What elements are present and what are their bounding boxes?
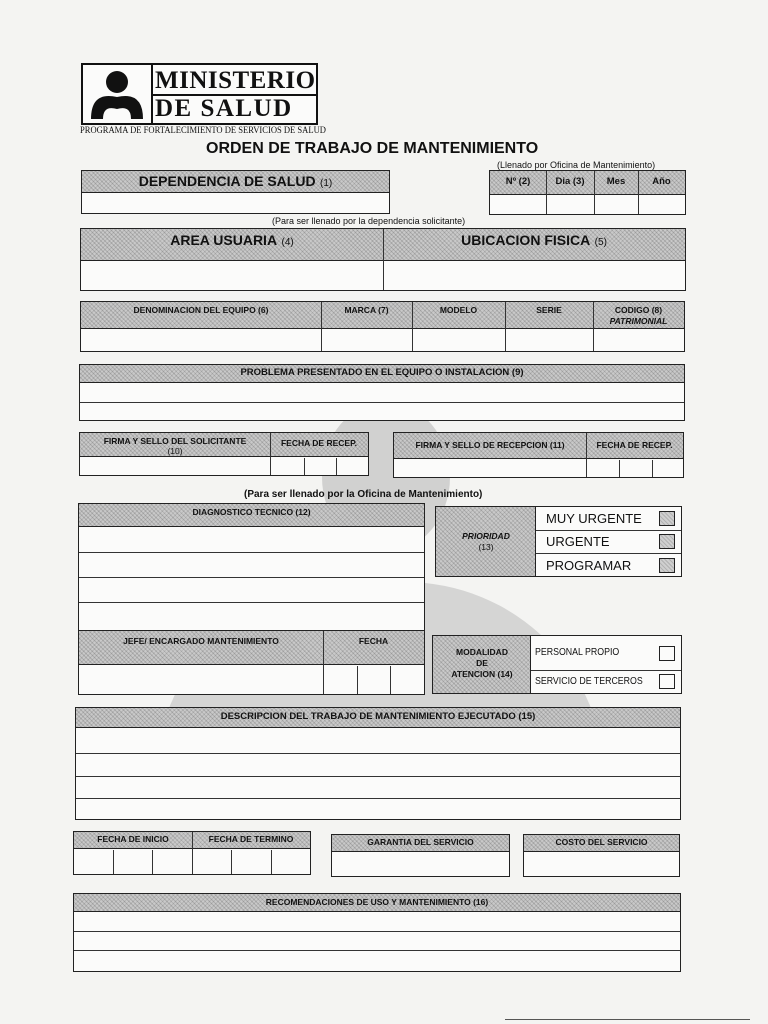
date-number-field[interactable]	[490, 196, 685, 214]
descripcion-box	[75, 707, 681, 820]
patrimonial-label: PATRIMONIAL	[609, 316, 668, 326]
firma-recepcion-label: FIRMA Y SELLO DE RECEPCION (11)	[415, 440, 565, 450]
prioridad-num: (13)	[478, 542, 494, 552]
ubicacion-label: UBICACION FISICA	[461, 232, 591, 248]
equipo-field[interactable]	[81, 330, 684, 351]
diagnostico-label: DIAGNOSTICO TECNICO (12)	[79, 504, 424, 527]
jefe-field[interactable]	[79, 666, 323, 694]
bottom-edge-line	[505, 1019, 750, 1020]
modalidad-personal-checkbox[interactable]	[659, 646, 675, 661]
firma-recepcion-field[interactable]	[394, 460, 586, 477]
descripcion-field[interactable]	[76, 729, 680, 819]
costo-box	[523, 834, 680, 877]
descripcion-label: DESCRIPCION DEL TRABAJO DE MANTENIMIENTO EJECUTADO (15)	[76, 708, 680, 728]
note-requesting: (Para ser llenado por la dependencia solicitante)	[272, 216, 466, 226]
equipo-box	[80, 301, 685, 352]
dependencia-box	[81, 170, 390, 214]
modalidad-box	[432, 635, 682, 694]
prioridad-label: PRIORIDAD	[462, 531, 510, 541]
ubicacion-field[interactable]	[384, 262, 685, 290]
dia-label: Dia (3)	[555, 176, 585, 187]
firma-solicitante-field[interactable]	[80, 458, 270, 475]
mes-label: Mes	[606, 176, 626, 187]
ministry-logo	[81, 63, 318, 125]
garantia-field[interactable]	[332, 853, 509, 876]
program-name: PROGRAMA DE FORTALECIMIENTO DE SERVICIOS DE SALUD	[80, 126, 326, 136]
ubicacion-num: (5)	[594, 237, 607, 248]
area-label: AREA USUARIA	[170, 232, 278, 248]
diagnostico-box	[78, 503, 425, 695]
date-number-box	[489, 170, 686, 215]
problema-box	[79, 364, 685, 421]
fechas-box	[73, 831, 311, 875]
jefe-fecha-label: FECHA	[358, 636, 389, 646]
logo-emblem-icon	[87, 67, 147, 123]
modalidad-personal-label: PERSONAL PROPIO	[535, 647, 620, 658]
form-title: ORDEN DE TRABAJO DE MANTENIMIENTO	[206, 140, 539, 157]
logo-line-2: DE SALUD	[155, 95, 293, 122]
firma-solicitante-box	[79, 432, 369, 476]
note-office-mid: (Para ser llenado por la Oficina de Mantenimiento)	[244, 489, 483, 500]
garantia-label: GARANTIA DEL SERVICIO	[332, 835, 509, 852]
jefe-label: JEFE/ ENCARGADO MANTENIMIENTO	[123, 636, 279, 646]
firma-solicitante-label: FIRMA Y SELLO DEL SOLICITANTE	[103, 436, 247, 446]
firma-solicitante-num: (10)	[167, 446, 183, 456]
problema-field[interactable]	[80, 384, 684, 420]
area-ubicacion-box	[80, 228, 686, 291]
garantia-box	[331, 834, 510, 877]
recomendaciones-field[interactable]	[74, 913, 680, 971]
priority-urgente-checkbox[interactable]	[659, 534, 675, 549]
modalidad-line-3: ATENCION (14)	[451, 669, 513, 679]
nro-label: Nº (2)	[505, 176, 531, 187]
anio-label: Año	[652, 176, 671, 187]
dependencia-num: (1)	[320, 178, 333, 189]
area-field[interactable]	[81, 262, 383, 290]
area-num: (4)	[281, 237, 294, 248]
priority-option-urgente[interactable]	[536, 530, 681, 553]
modalidad-option-terceros[interactable]	[531, 670, 681, 693]
modelo-label: MODELO	[439, 305, 478, 315]
firma-recepcion-box	[393, 432, 684, 478]
firma-solicitante-fecha: FECHA DE RECEP.	[280, 438, 358, 448]
note-office-top: (Llenado por Oficina de Mantenimiento)	[497, 160, 656, 170]
serie-label: SERIE	[536, 305, 562, 315]
codigo-label: CODIGO (8)	[614, 305, 663, 315]
dependencia-field[interactable]	[82, 194, 389, 213]
modalidad-option-personal[interactable]	[531, 636, 681, 670]
priority-programar-label: PROGRAMAR	[546, 558, 632, 573]
denominacion-label: DENOMINACION DEL EQUIPO (6)	[133, 305, 269, 315]
marca-label: MARCA (7)	[344, 305, 389, 315]
modalidad-line-1: MODALIDAD	[456, 647, 508, 657]
dependencia-label: DEPENDENCIA DE SALUD	[138, 173, 316, 189]
priority-option-muy-urgente[interactable]	[536, 507, 681, 530]
priority-muy-urgente-checkbox[interactable]	[659, 511, 675, 526]
prioridad-box	[435, 506, 682, 577]
firma-recepcion-fecha: FECHA DE RECEP.	[596, 440, 673, 450]
costo-label: COSTO DEL SERVICIO	[524, 835, 679, 852]
costo-field[interactable]	[524, 853, 679, 876]
recomendaciones-label: RECOMENDACIONES DE USO Y MANTENIMIENTO (16)	[74, 894, 680, 912]
modalidad-line-2: DE	[476, 658, 488, 668]
problema-label: PROBLEMA PRESENTADO EN EL EQUIPO O INSTALACION (9)	[80, 365, 684, 383]
fecha-termino-label: FECHA DE TERMINO	[208, 834, 294, 844]
fechas-field[interactable]	[74, 850, 310, 874]
modalidad-terceros-checkbox[interactable]	[659, 674, 675, 689]
fecha-inicio-label: FECHA DE INICIO	[97, 834, 169, 844]
modalidad-terceros-label: SERVICIO DE TERCEROS	[535, 676, 643, 687]
recomendaciones-box	[73, 893, 681, 972]
logo-line-1: MINISTERIO	[155, 67, 316, 94]
priority-option-programar[interactable]	[536, 553, 681, 576]
priority-urgente-label: URGENTE	[546, 534, 610, 549]
priority-muy-urgente-label: MUY URGENTE	[546, 511, 642, 526]
priority-programar-checkbox[interactable]	[659, 558, 675, 573]
diagnostico-field[interactable]	[79, 528, 424, 630]
